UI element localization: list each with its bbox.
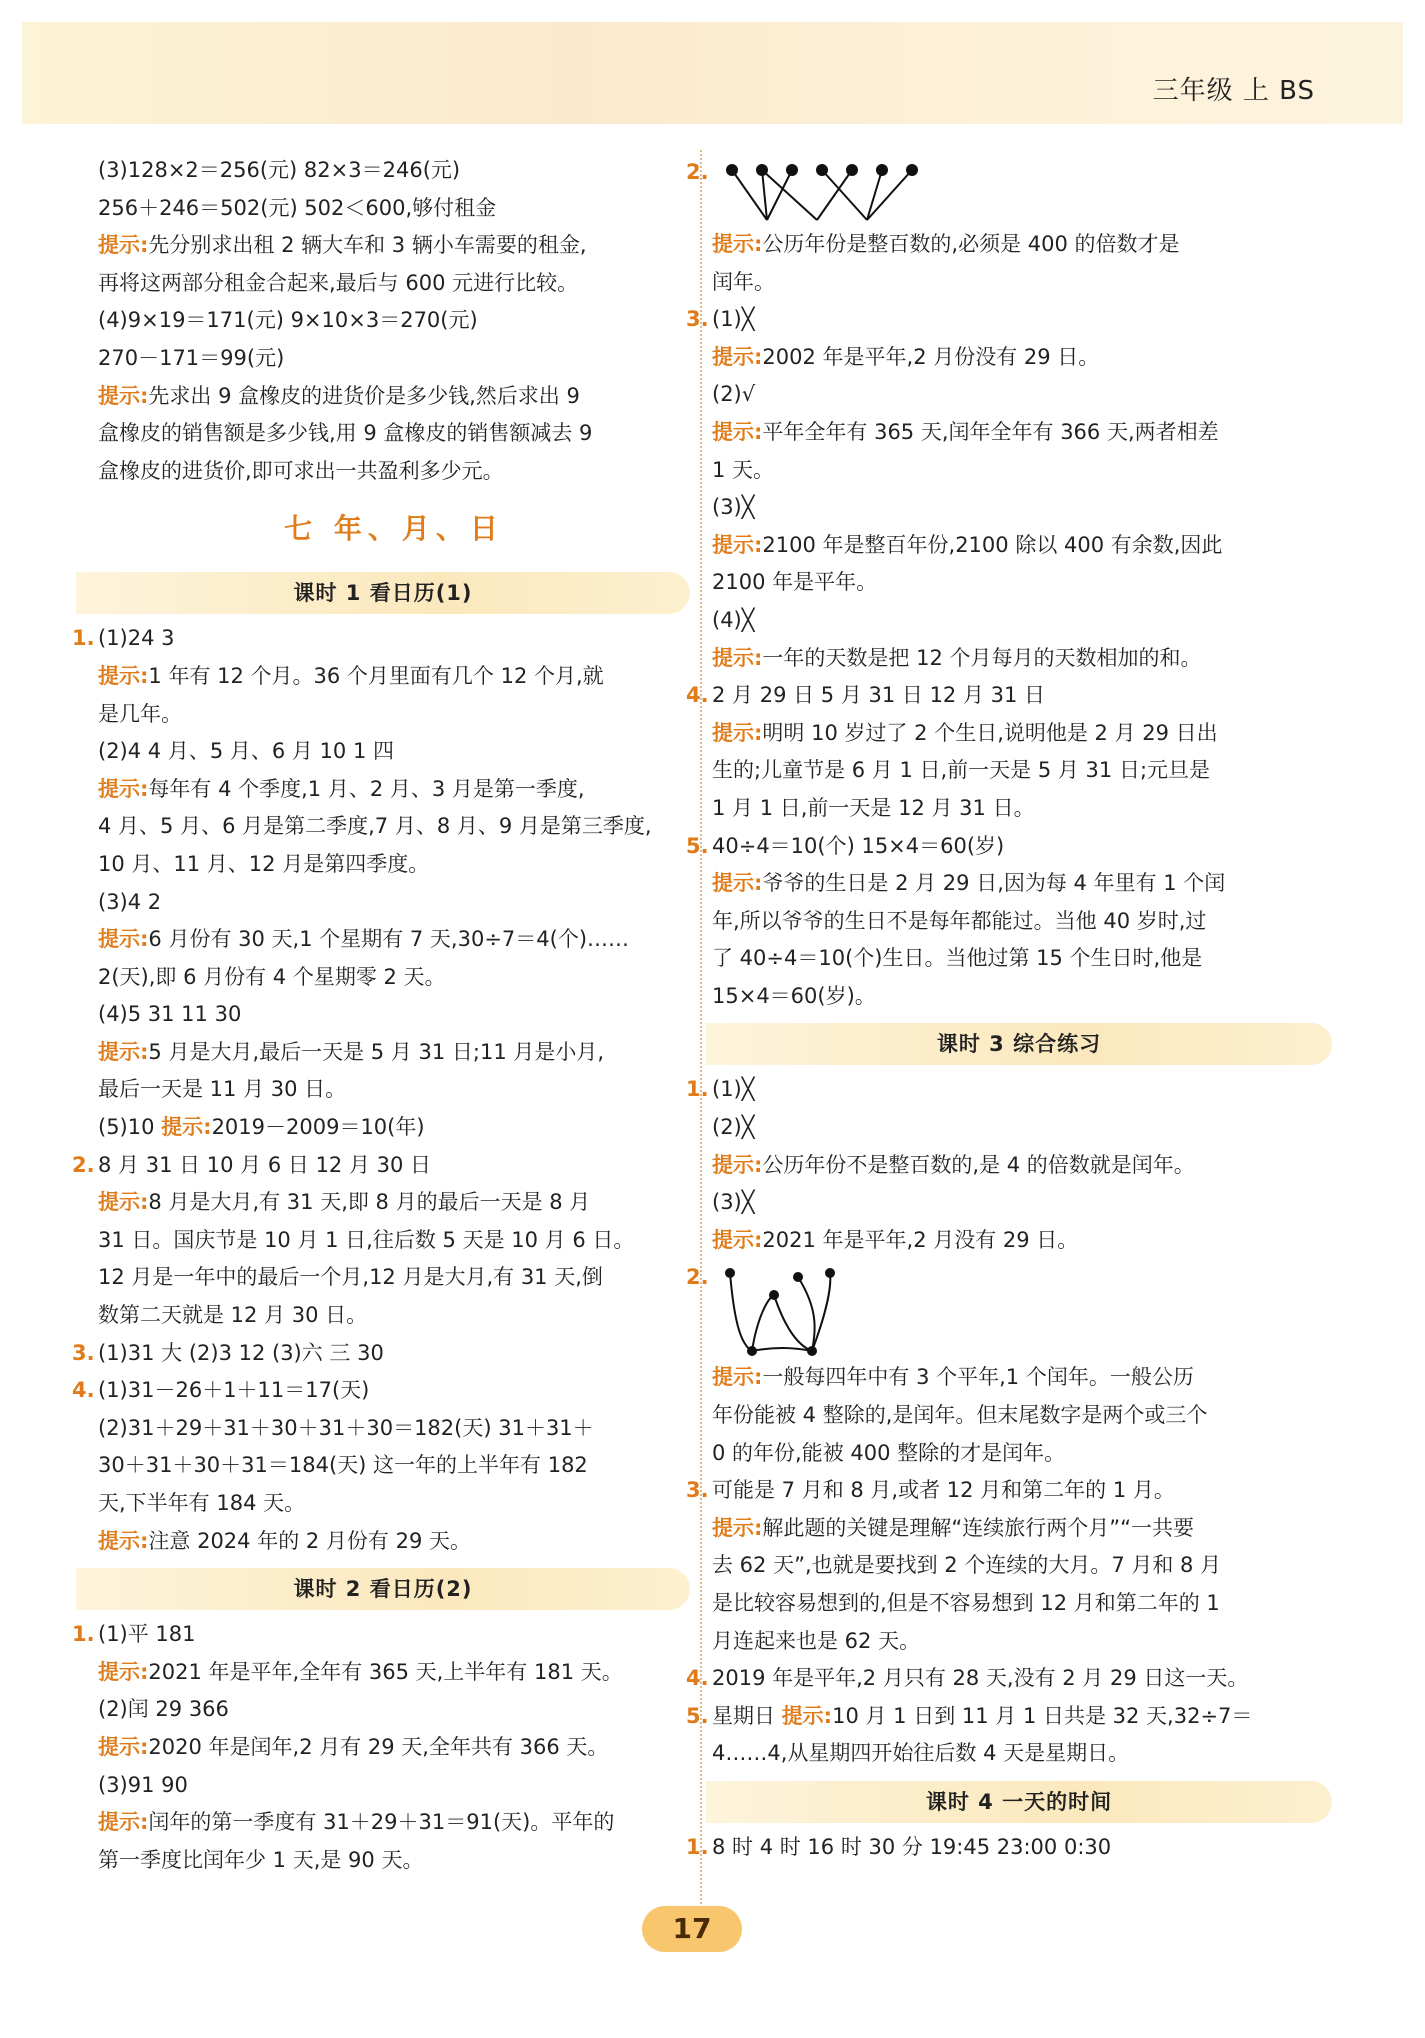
- text-line: [98, 1259, 690, 1297]
- line-text: 是比较容易想到的,但是不容易想到 12 月和第二年的 1: [712, 1591, 1220, 1615]
- hint-label: 提示:: [712, 1515, 763, 1540]
- line-text: 生的;儿童节是 6 月 1 日,前一天是 5 月 31 日;元旦是: [712, 758, 1211, 783]
- item-number: 4.: [686, 1666, 709, 1691]
- text-line: [686, 677, 1332, 715]
- lesson4-block: [686, 1829, 1332, 1867]
- line-text: 1 年有 12 个月。36 个月里面有几个 12 个月,就: [148, 663, 604, 688]
- line-matching-graph: [712, 1259, 852, 1359]
- text-line: [98, 733, 690, 771]
- line-text: 公历年份是整百数的,必须是 400 的倍数才是: [762, 232, 1180, 256]
- line-text: (3)4 2: [98, 889, 162, 914]
- line-text: 盒橡皮的销售额是多少钱,用 9 盒橡皮的销售额减去 9: [98, 421, 593, 446]
- text-line: [686, 1071, 1332, 1109]
- line-text: (4)╳: [712, 607, 755, 632]
- line-text: 先求出 9 盒橡皮的进货价是多少钱,然后求出 9: [148, 383, 580, 408]
- line-text: 4……4,从星期四开始往后数 4 天是星期日。: [712, 1741, 1130, 1766]
- text-line: [98, 190, 690, 228]
- text-line: [712, 564, 1332, 602]
- text-line: [712, 752, 1332, 790]
- line-text: (2)√: [712, 382, 756, 407]
- line-text: 2021 年是平年,2 月没有 29 日。: [762, 1227, 1079, 1252]
- text-line: [98, 921, 690, 959]
- text-line: [712, 715, 1332, 753]
- line-text: 闰年。: [712, 269, 775, 294]
- text-line: [98, 1184, 690, 1222]
- text-line: [98, 1691, 690, 1729]
- text-line: [712, 903, 1332, 941]
- line-text: 270－171＝99(元): [98, 345, 285, 370]
- line-text: 2100 年是平年。: [712, 570, 878, 595]
- text-line: [712, 978, 1332, 1016]
- text-line: [712, 1623, 1332, 1661]
- text-line: [712, 940, 1332, 978]
- item-number: 3.: [72, 1340, 95, 1365]
- hint-label: 提示:: [98, 1190, 149, 1215]
- line-text: (1)平 181: [98, 1622, 196, 1647]
- text-line: [98, 302, 690, 340]
- line-text: 注意 2024 年的 2 月份有 29 天。: [148, 1528, 471, 1553]
- text-line: [712, 1435, 1332, 1473]
- line-text: 2019 年是平年,2 月只有 28 天,没有 2 月 29 日这一天。: [712, 1666, 1249, 1691]
- lesson2-block: [72, 1616, 690, 1879]
- text-line: [98, 771, 690, 809]
- hint-label: 提示:: [781, 1703, 833, 1728]
- item-number: 2.: [72, 1152, 95, 1177]
- text-line: [98, 696, 690, 734]
- line-text: (2)╳: [712, 1115, 755, 1140]
- line-text: (2)闰 29 366: [98, 1697, 229, 1722]
- text-line: [712, 1510, 1332, 1548]
- text-line: [98, 1410, 690, 1448]
- text-line: [98, 1767, 690, 1805]
- text-line: [712, 1735, 1332, 1773]
- text-line: [712, 489, 1332, 527]
- text-line: [98, 1071, 690, 1109]
- line-text: 40÷4＝10(个) 15×4＝60(岁): [712, 833, 1005, 858]
- text-line: [712, 602, 1332, 640]
- text-line: [712, 1547, 1332, 1585]
- item-number: 2.: [686, 1265, 709, 1290]
- line-matching-graph: [712, 150, 952, 226]
- line-text: 去 62 天”,也就是要找到 2 个连续的大月。7 月和 8 月: [712, 1553, 1222, 1578]
- line-text: 2020 年是闰年,2 月有 29 天,全年共有 366 天。: [148, 1734, 609, 1759]
- text-line: [98, 1222, 690, 1260]
- line-text: 2 月 29 日 5 月 31 日 12 月 31 日: [712, 683, 1046, 708]
- hint-label: 提示:: [161, 1115, 212, 1140]
- item-number: 3.: [686, 1478, 709, 1503]
- line-text: 解此题的关键是理解“连续旅行两个月”“一共要: [762, 1515, 1195, 1540]
- line-text: (1)31 大 (2)3 12 (3)六 三 30: [98, 1340, 384, 1365]
- line-text: 1 天。: [712, 457, 775, 482]
- item-number: 4.: [72, 1378, 95, 1403]
- line-text: 爷爷的生日是 2 月 29 日,因为每 4 年里有 1 个闰: [762, 871, 1226, 896]
- item-number: 1.: [72, 1622, 95, 1647]
- text-line: [98, 1523, 690, 1561]
- text-line: [98, 1034, 690, 1072]
- left-column: [72, 152, 690, 1879]
- line-text: 了 40÷4＝10(个)生日。当他过第 15 个生日时,他是: [712, 946, 1203, 971]
- line-text: 盒橡皮的进货价,即可求出一共盈利多少元。: [98, 458, 504, 483]
- text-line: [712, 1397, 1332, 1435]
- line-text: (1)╳: [712, 307, 755, 332]
- text-line: [98, 1654, 690, 1692]
- line-text: 0 的年份,能被 400 整除的才是闰年。: [712, 1440, 1066, 1465]
- lesson-heading-1: 课时 1 看日历(1): [76, 572, 690, 614]
- text-line: [98, 808, 690, 846]
- text-line: [72, 1335, 690, 1373]
- section-title: 七 年、月、日: [284, 512, 504, 546]
- hint-label: 提示:: [712, 532, 763, 557]
- text-line: [686, 1698, 1332, 1736]
- item-number: 1.: [686, 1834, 709, 1859]
- line-text: 2019－2009＝10(年): [211, 1115, 425, 1140]
- hint-label: 提示:: [98, 1039, 149, 1064]
- line-text: (4)9×19＝171(元) 9×10×3＝270(元): [98, 308, 478, 333]
- text-line: [712, 1359, 1332, 1397]
- text-line: [712, 264, 1332, 302]
- hint-label: 提示:: [712, 1365, 763, 1390]
- line-text: 一年的天数是把 12 个月每月的天数相加的和。: [762, 645, 1202, 670]
- hint-label: 提示:: [712, 871, 763, 896]
- line-text: 15×4＝60(岁)。: [712, 983, 876, 1008]
- text-line: [98, 1109, 690, 1147]
- hint-label: 提示:: [712, 1152, 763, 1177]
- hint-label: 提示:: [712, 645, 763, 670]
- text-line: [686, 1660, 1332, 1698]
- text-line: [98, 152, 690, 190]
- line-text: 每年有 4 个季度,1 月、2 月、3 月是第一季度,: [148, 776, 585, 801]
- hint-label: 提示:: [98, 927, 149, 952]
- text-line: [98, 453, 690, 491]
- right-block-b: [686, 1359, 1332, 1773]
- line-text: (1)╳: [712, 1077, 755, 1102]
- text-line: [98, 1485, 690, 1523]
- line-text: 1 月 1 日,前一天是 12 月 31 日。: [712, 795, 1035, 820]
- text-line: [712, 452, 1332, 490]
- text-line: [712, 640, 1332, 678]
- text-line: [72, 1147, 690, 1185]
- text-line: [98, 415, 690, 453]
- line-text: 4 月、5 月、6 月是第二季度,7 月、8 月、9 月是第三季度,: [98, 814, 652, 839]
- text-line: [712, 865, 1332, 903]
- hint-label: 提示:: [98, 663, 149, 688]
- text-line: [712, 414, 1332, 452]
- item-number: 5.: [686, 833, 709, 858]
- line-text: (2)4 4 月、5 月、6 月 10 1 四: [98, 739, 394, 764]
- line-text: (3)╳: [712, 1190, 755, 1215]
- matching-diagram-1: [686, 150, 1332, 226]
- text-line: [98, 846, 690, 884]
- line-text: 年,所以爷爷的生日不是每年都能过。当他 40 岁时,过: [712, 908, 1207, 933]
- item-number: 4.: [686, 683, 709, 708]
- line-text: (3)91 90: [98, 1772, 188, 1797]
- text-line: [712, 1222, 1332, 1260]
- text-line: [686, 1829, 1332, 1867]
- line-text: 闰年的第一季度有 31＋29＋31＝91(天)。平年的: [148, 1810, 615, 1835]
- text-line: [712, 1147, 1332, 1185]
- line-text: (4)5 31 11 30: [98, 1002, 242, 1027]
- text-line: [98, 996, 690, 1034]
- hint-label: 提示:: [98, 383, 149, 408]
- line-text: 8 月是大月,有 31 天,即 8 月的最后一天是 8 月: [148, 1190, 591, 1215]
- hint-label: 提示:: [98, 1810, 149, 1835]
- line-text: 最后一天是 11 月 30 日。: [98, 1077, 347, 1102]
- text-line: [686, 828, 1332, 866]
- line-text: 30＋31＋30＋31＝184(天) 这一年的上半年有 182: [98, 1453, 588, 1478]
- text-line: [712, 790, 1332, 828]
- line-text: (3)╳: [712, 495, 755, 520]
- text-line: [712, 1109, 1332, 1147]
- line-text: 星期日: [712, 1703, 782, 1728]
- lesson3-block: [686, 1071, 1332, 1259]
- right-block-a: [686, 226, 1332, 1015]
- line-text: 2021 年是平年,全年有 365 天,上半年有 181 天。: [148, 1659, 623, 1684]
- line-text: 2002 年是平年,2 月份没有 29 日。: [762, 344, 1100, 369]
- line-text: 2100 年是整百年份,2100 除以 400 有余数,因此: [762, 532, 1223, 557]
- line-text: 可能是 7 月和 8 月,或者 12 月和第二年的 1 月。: [712, 1478, 1175, 1503]
- line-text: 年份能被 4 整除的,是闰年。但末尾数字是两个或三个: [712, 1403, 1208, 1428]
- text-line: [98, 884, 690, 922]
- hint-label: 提示:: [712, 720, 763, 745]
- line-text: 数第二天就是 12 月 30 日。: [98, 1303, 368, 1328]
- line-text: 8 月 31 日 10 月 6 日 12 月 30 日: [98, 1152, 432, 1177]
- item-number: 3.: [686, 307, 709, 332]
- line-text: 31 日。国庆节是 10 月 1 日,往后数 5 天是 10 月 6 日。: [98, 1227, 635, 1252]
- hint-label: 提示:: [712, 344, 763, 369]
- lesson1-block: [72, 620, 690, 1560]
- line-text: 第一季度比闰年少 1 天,是 90 天。: [98, 1847, 424, 1872]
- text-line: [98, 1297, 690, 1335]
- item-number: 1.: [72, 626, 95, 651]
- line-text: 月连起来也是 62 天。: [712, 1628, 921, 1653]
- line-text: 天,下半年有 184 天。: [98, 1491, 306, 1515]
- item-number: 5.: [686, 1703, 709, 1728]
- hint-label: 提示:: [98, 1528, 149, 1553]
- text-line: [98, 227, 690, 265]
- text-line: [686, 301, 1332, 339]
- line-text: (3)128×2＝256(元) 82×3＝246(元): [98, 158, 461, 182]
- line-text: 8 时 4 时 16 时 30 分 19:45 23:00 0:30: [712, 1834, 1112, 1859]
- lesson-heading-2: 课时 2 看日历(2): [76, 1568, 690, 1610]
- line-text: 一般每四年中有 3 个平年,1 个闰年。一般公历: [762, 1365, 1194, 1390]
- line-text: (1)31－26＋1＋11＝17(天): [98, 1378, 370, 1403]
- matching-diagram-2: [686, 1259, 1332, 1359]
- hint-label: 提示:: [712, 1227, 763, 1252]
- text-line: [98, 378, 690, 416]
- line-text: 是几年。: [98, 701, 182, 726]
- item-number: 1.: [686, 1077, 709, 1102]
- line-text: 2(天),即 6 月份有 4 个星期零 2 天。: [98, 964, 446, 989]
- text-line: [712, 1585, 1332, 1623]
- text-line: [98, 658, 690, 696]
- hint-label: 提示:: [98, 1659, 149, 1684]
- line-text: (2)31＋29＋31＋30＋31＋30＝182(天) 31＋31＋: [98, 1415, 594, 1440]
- text-line: [98, 1842, 690, 1880]
- hint-label: 提示:: [98, 1734, 149, 1759]
- lesson-heading-4: 课时 4 一天的时间: [706, 1781, 1332, 1823]
- hint-label: 提示:: [98, 776, 149, 801]
- line-text: 10 月、11 月、12 月是第四季度。: [98, 851, 430, 876]
- lesson-heading-3: 课时 3 综合练习: [706, 1023, 1332, 1065]
- hint-label: 提示:: [712, 419, 763, 444]
- line-text: 5 月是大月,最后一天是 5 月 31 日;11 月是小月,: [148, 1039, 605, 1064]
- line-text: (1)24 3: [98, 626, 175, 651]
- line-text: 公历年份不是整百数的,是 4 的倍数就是闰年。: [762, 1152, 1195, 1177]
- line-text: (5)10: [98, 1115, 162, 1140]
- text-line: [98, 265, 690, 303]
- text-line: [98, 959, 690, 997]
- line-text: 先分别求出租 2 辆大车和 3 辆小车需要的租金,: [148, 233, 587, 258]
- text-line: [712, 527, 1332, 565]
- text-line: [712, 226, 1332, 264]
- grade-label: 三年级 上 BS: [1152, 76, 1315, 106]
- line-text: 12 月是一年中的最后一个月,12 月是大月,有 31 天,倒: [98, 1265, 603, 1290]
- text-line: [98, 1729, 690, 1767]
- hint-label: 提示:: [98, 233, 149, 258]
- text-line: [98, 1447, 690, 1485]
- text-line: [72, 620, 690, 658]
- text-line: [712, 376, 1332, 414]
- text-line: [72, 1372, 690, 1410]
- text-line: [98, 340, 690, 378]
- intro-block: [98, 152, 690, 490]
- item-number: 2.: [686, 160, 709, 184]
- hint-label: 提示:: [712, 232, 763, 256]
- text-line: [712, 1184, 1332, 1222]
- line-text: 再将这两部分租金合起来,最后与 600 元进行比较。: [98, 270, 579, 295]
- line-text: 6 月份有 30 天,1 个星期有 7 天,30÷7＝4(个)……: [148, 927, 630, 952]
- text-line: [98, 1804, 690, 1842]
- line-text: 256＋246＝502(元) 502＜600,够付租金: [98, 195, 497, 220]
- right-column: [686, 150, 1332, 1867]
- text-line: [712, 339, 1332, 377]
- text-line: [72, 1616, 690, 1654]
- line-text: 明明 10 岁过了 2 个生日,说明他是 2 月 29 日出: [762, 720, 1218, 745]
- page-number: 17: [642, 1906, 742, 1952]
- text-line: [686, 1472, 1332, 1510]
- line-text: 10 月 1 日到 11 月 1 日共是 32 天,32÷7＝: [832, 1703, 1253, 1728]
- line-text: 平年全年有 365 天,闰年全年有 366 天,两者相差: [762, 419, 1219, 444]
